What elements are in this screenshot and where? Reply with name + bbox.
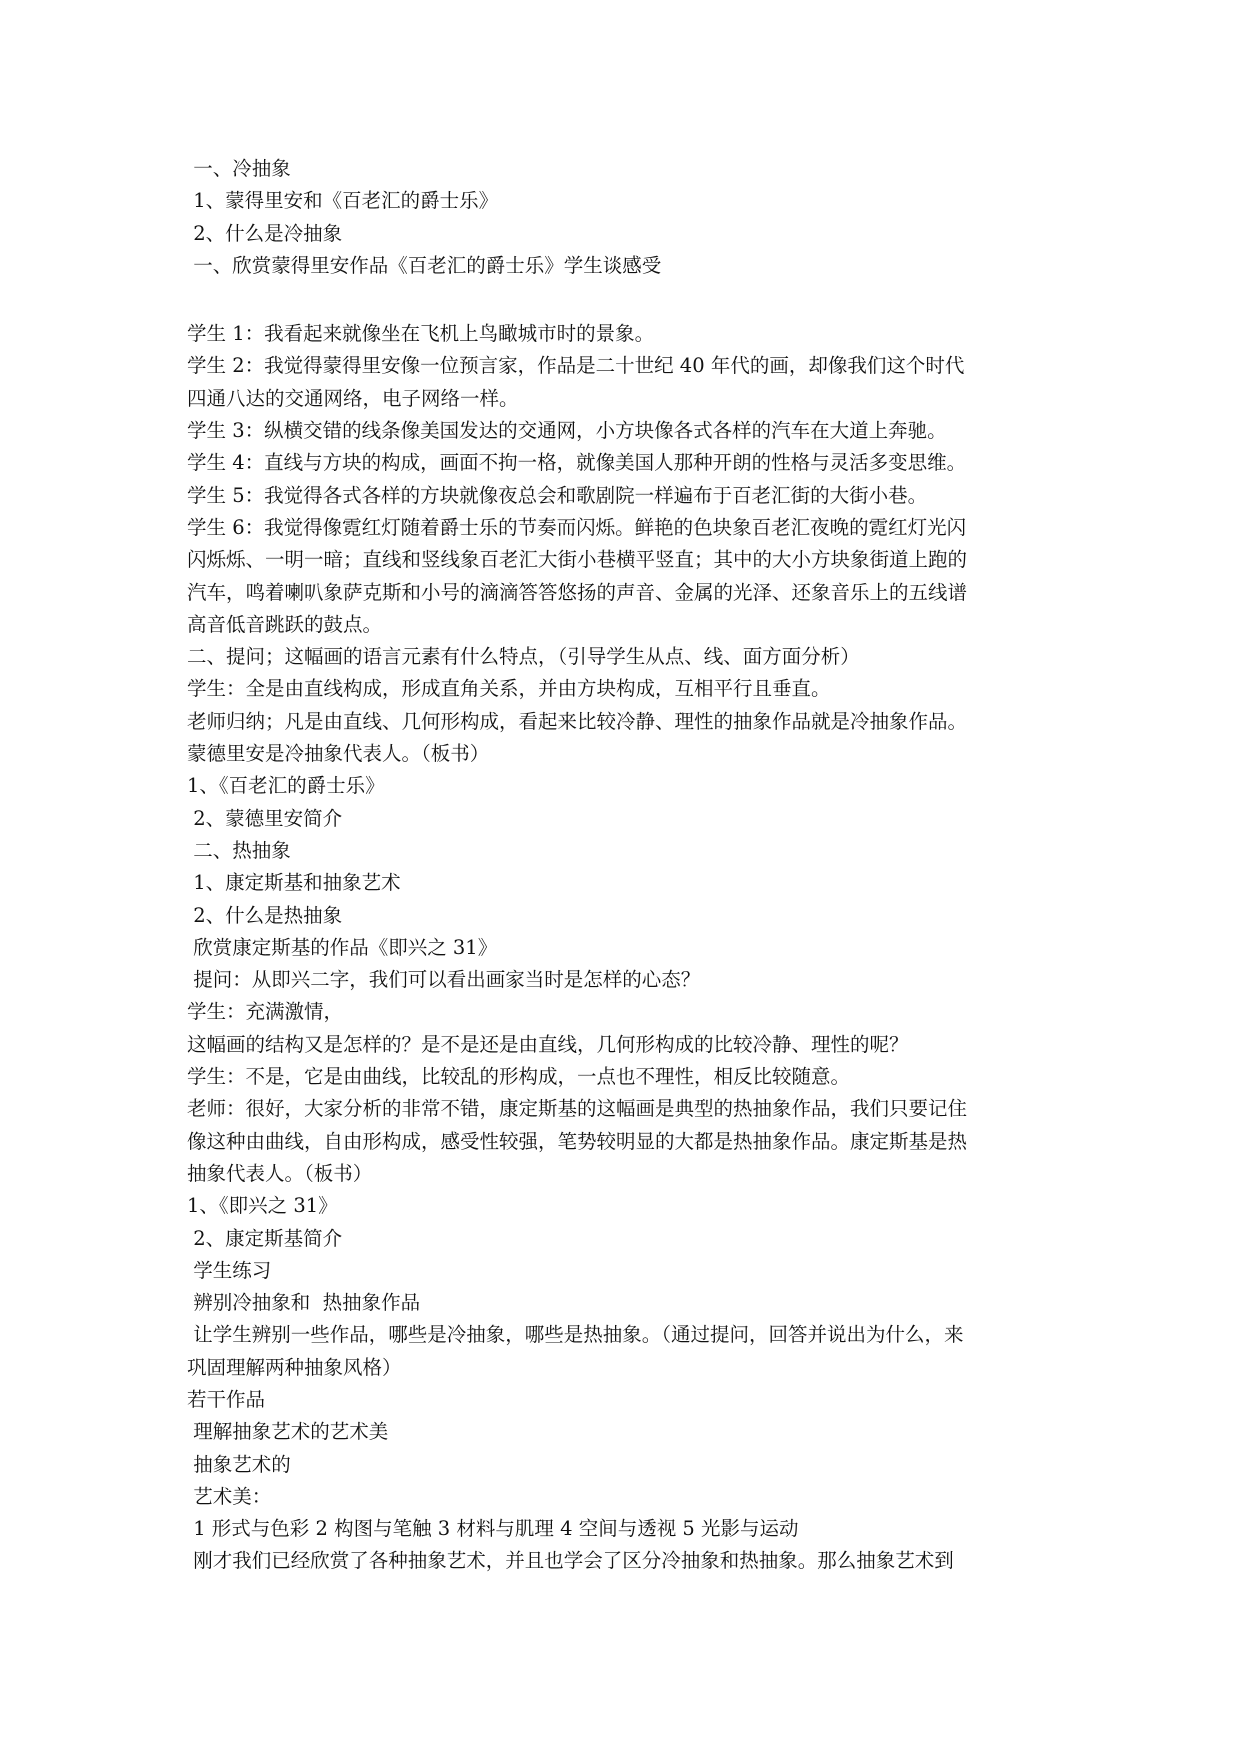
text-line: 理解抽象艺术的艺术美 xyxy=(187,1420,389,1444)
text-line: 学生：全是由直线构成，形成直角关系，并由方块构成，互相平行且垂直。 xyxy=(187,677,831,701)
text-line: 1、康定斯基和抽象艺术 xyxy=(187,871,401,895)
text-line: 老师：很好，大家分析的非常不错，康定斯基的这幅画是典型的热抽象作品，我们只要记住 xyxy=(187,1097,968,1121)
text-line: 2、蒙德里安简介 xyxy=(187,806,343,830)
document-body xyxy=(187,153,1057,1578)
text-line: 欣赏康定斯基的作品《即兴之 31》 xyxy=(187,935,498,959)
text-line: 像这种由曲线，自由形构成，感受性较强，笔势较明显的大都是热抽象作品。康定斯基是热 xyxy=(187,1129,968,1153)
text-line: 1 形式与色彩 2 构图与笔触 3 材料与肌理 4 空间与透视 5 光影与运动 xyxy=(187,1517,799,1541)
text-line: 艺术美： xyxy=(187,1484,272,1508)
text-line: 蒙德里安是冷抽象代表人。（板书） xyxy=(187,742,490,766)
text-line: 老师归纳；凡是由直线、几何形构成，看起来比较冷静、理性的抽象作品就是冷抽象作品。 xyxy=(187,709,968,733)
text-line: 2、什么是热抽象 xyxy=(187,903,343,927)
section-heading-appreciation: 一、欣赏蒙得里安作品《百老汇的爵士乐》学生谈感受 xyxy=(187,253,662,277)
text-line: 2、康定斯基简介 xyxy=(187,1226,343,1250)
text-line: 学生练习 xyxy=(187,1258,272,1282)
text-line: 汽车，鸣着喇叭象萨克斯和小号的滴滴答答悠扬的声音、金属的光泽、还象音乐上的五线谱 xyxy=(187,580,968,604)
text-line: 二、提问；这幅画的语言元素有什么特点，（引导学生从点、线、面方面分析） xyxy=(187,645,860,669)
text-line: 这幅画的结构又是怎样的？是不是还是由直线，几何形构成的比较冷静、理性的呢？ xyxy=(187,1032,909,1056)
text-line: 学生 5：我觉得各式各样的方块就像夜总会和歌剧院一样遍布于百老汇街的大街小巷。 xyxy=(187,483,928,507)
text-line: 学生 3：纵横交错的线条像美国发达的交通网，小方块像各式各样的汽车在大道上奔驰。 xyxy=(187,419,947,443)
text-line: 学生 6：我觉得像霓红灯随着爵士乐的节奏而闪烁。鲜艳的色块象百老汇夜晚的霓红灯光闪 xyxy=(187,515,967,539)
outline-item: 2、什么是冷抽象 xyxy=(187,221,343,245)
outline-item: 1、蒙得里安和《百老汇的爵士乐》 xyxy=(187,189,499,213)
text-line: 1、《即兴之 31》 xyxy=(187,1194,338,1218)
text-line: 学生：充满激情， xyxy=(187,1000,344,1024)
text-line: 学生：不是，它是由曲线，比较乱的形构成，一点也不理性，相反比较随意。 xyxy=(187,1065,851,1089)
text-line: 抽象代表人。（板书） xyxy=(187,1161,373,1185)
text-line: 学生 4：直线与方块的构成，画面不拘一格，就像美国人那种开朗的性格与灵活多变思维。 xyxy=(187,451,967,475)
paragraph-gap xyxy=(187,282,1057,318)
section-heading-cold-abstraction: 一、冷抽象 xyxy=(187,157,291,180)
text-line: 让学生辨别一些作品，哪些是冷抽象，哪些是热抽象。（通过提问，回答并说出为什么，来 xyxy=(187,1323,964,1347)
text-line: 巩固理解两种抽象风格） xyxy=(187,1355,402,1379)
text-line: 学生 2：我觉得蒙得里安像一位预言家，作品是二十世纪 40 年代的画，却像我们这个时代 xyxy=(187,354,965,378)
text-line: 闪烁烁、一明一暗；直线和竖线象百老汇大街小巷横平竖直；其中的大小方块象街道上跑的 xyxy=(187,548,968,572)
text-line: 抽象艺术的 xyxy=(187,1452,291,1476)
text-line: 刚才我们已经欣赏了各种抽象艺术，并且也学会了区分冷抽象和热抽象。那么抽象艺术到 xyxy=(187,1549,954,1573)
text-line: 提问：从即兴二字，我们可以看出画家当时是怎样的心态？ xyxy=(187,968,701,992)
text-line: 四通八达的交通网络，电子网络一样。 xyxy=(187,386,519,410)
text-line: 若干作品 xyxy=(187,1387,266,1411)
text-line: 辨别冷抽象和 热抽象作品 xyxy=(187,1291,421,1315)
text-line: 1、《百老汇的爵士乐》 xyxy=(187,774,385,798)
text-line: 高音低音跳跃的鼓点。 xyxy=(187,612,383,636)
section-heading-hot-abstraction: 二、热抽象 xyxy=(187,838,291,862)
text-line: 学生 1：我看起来就像坐在飞机上鸟瞰城市时的景象。 xyxy=(187,322,655,346)
